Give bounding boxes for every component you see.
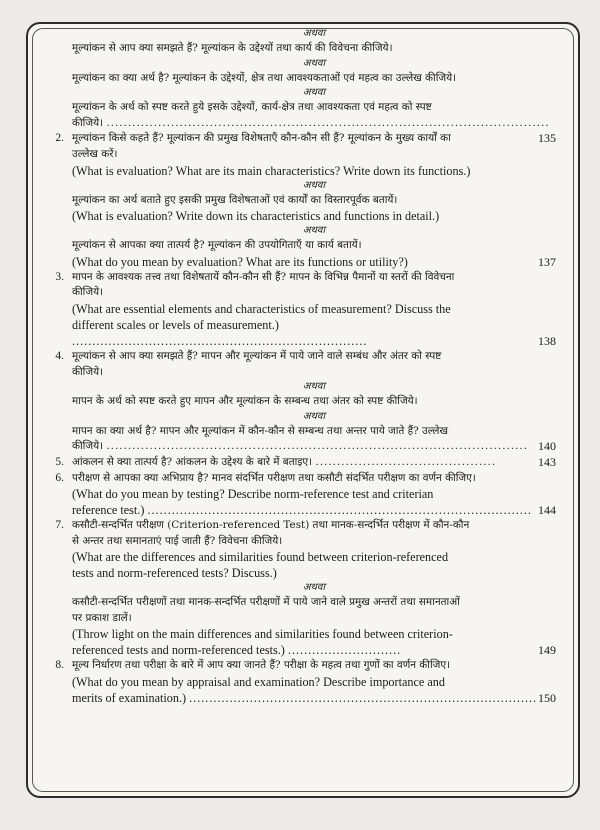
alt-question: कसौटी-सन्दर्भित परीक्षणों तथा मानक-सन्दर्भित परीक्षणों में पाये जाने वाले प्रमुख अन्तरों तथा समानताओं <box>72 596 460 609</box>
question-3 <box>44 270 556 349</box>
question-english-text: merits of examination.) <box>72 691 187 706</box>
page-number: 137 <box>538 254 556 269</box>
page-number: 150 <box>538 691 556 706</box>
question-english: (What is evaluation? What are its main characteristics? Write down its functions.) <box>72 163 471 178</box>
page-number: 144 <box>538 503 556 518</box>
question-hindi: कसौटी-सन्दर्भित परीक्षण (Criterion-referenced Test) तथा मानक-सन्दर्भित परीक्षण में कौन-कौन <box>72 519 470 532</box>
alt-question: मापन का क्या अर्थ है? मापन और मूल्यांकन में कौन-कौन से सम्बन्ध तथा अन्तर पाये जाते हैं? उल्लेख <box>72 424 448 437</box>
question-hindi <box>72 455 556 471</box>
question-hindi: मूल्य निर्धारण तथा परीक्षा के बारे में आप क्या जानते हैं? परीक्षा के महत्व तथा गुणों का वर्णन कीजिए। <box>72 659 451 672</box>
question-7 <box>44 518 556 581</box>
question-hindi-text: आंकलन से क्या तात्पर्य है? आंकलन के उद्देश्य के बारे में बताइए। <box>72 455 313 468</box>
question-hindi: मापन के आवश्यक तत्त्व तथा विशेषतायें कौन-कौन सी हैं? मापन के विभिन्न पैमानों या स्तरों की विवेचना <box>72 270 455 283</box>
question-english: (What do you mean by testing? Describe norm-reference test and criterian <box>72 487 434 502</box>
or-separator: अथवा <box>302 179 326 191</box>
leader-dots: ............................ <box>287 643 402 658</box>
alt-question <box>72 439 556 455</box>
question-5 <box>44 455 556 471</box>
alt-question: मूल्यांकन से आपका क्या तात्पर्य है? मूल्यांकन की उपयोगिताएँ या कार्य बतायें। <box>72 239 362 252</box>
question-hindi: कीजिये। <box>72 365 104 378</box>
question-hindi: मूल्यांकन किसे कहते हैं? मूल्यांकन की प्रमुख विशेषताएँ कौन-कौन सी हैं? मूल्यांकन के मुख्य कार्यों का <box>72 132 451 145</box>
question-number: 4. <box>55 349 64 362</box>
question-6 <box>44 471 556 519</box>
or-separator: अथवा <box>302 582 326 594</box>
alt-question: मूल्यांकन से आप क्या समझते हैं? मूल्यांकन के उद्देश्यों तथा कार्य की विवेचना कीजिये। <box>72 42 393 54</box>
alt-question: मूल्यांकन के अर्थ को स्पष्ट करते हुये इसके उद्देश्यों, कार्य-क्षेत्र तथा आवश्यकता एवं महत्व को स्पष्ट <box>72 101 432 114</box>
page-number: 135 <box>538 131 556 146</box>
alt-question: पर प्रकाश डालें। <box>72 611 132 624</box>
page-number: 143 <box>538 454 556 469</box>
alt-question-tail: कीजिये। <box>72 116 104 129</box>
alt-question-english <box>72 254 556 270</box>
page-number: 138 <box>538 333 556 348</box>
page-number: 149 <box>538 643 556 658</box>
leader-dots: ......................................................................... <box>72 333 368 348</box>
or-separator: अथवा <box>302 381 326 393</box>
or-separator: अथवा <box>302 28 326 39</box>
alt-question-english-text: referenced tests and norm-referenced tests.) <box>72 643 285 658</box>
alt-question: मूल्यांकन का अर्थ बताते हुए इसकी प्रमुख विशेषताओं एवं कार्यों का विस्तारपूर्वक बतायें। <box>72 193 398 206</box>
question-english-text: reference test.) <box>72 503 145 518</box>
question-hindi: उल्लेख करें। <box>72 147 118 160</box>
contents-list <box>55 27 556 706</box>
question-english: (What are essential elements and characteristics of measurement? Discuss the <box>72 301 451 316</box>
question-english: tests and norm-referenced tests? Discuss.) <box>72 566 277 581</box>
question-number: 2. <box>55 132 64 145</box>
question-hindi: परीक्षण से आपका क्या अभिप्राय है? मानव संदर्भित परीक्षण तथा कसौटी संदर्भित परीक्षण का वर्णन कीजिए। <box>72 471 476 484</box>
question-english: (What are the differences and similarities found between criterion-referenced <box>72 550 449 565</box>
question-number: 7. <box>55 519 64 532</box>
question-number: 8. <box>55 659 64 672</box>
question-english <box>72 690 556 706</box>
leader-dots: ...................................................................................... <box>189 691 538 706</box>
page-number: 140 <box>538 439 556 454</box>
question-2 <box>44 131 556 178</box>
alt-question-english: (Throw light on the main differences and similarities found between criterion- <box>72 627 453 642</box>
alt-question: मूल्यांकन का क्या अर्थ है? मूल्यांकन के उद्देश्यों, क्षेत्र तथा आवश्यकताओं एवं महत्व का उल्लेख कीजिये। <box>72 71 457 84</box>
or-separator: अथवा <box>302 87 326 99</box>
question-number: 6. <box>55 471 64 484</box>
leader-dots: ....................................................................................................... <box>106 116 550 129</box>
question-hindi: से अन्तर तथा समानताएं पाई जाती हैं? विवेचना कीजिये। <box>72 534 283 547</box>
alt-question-english: (What is evaluation? Write down its characteristics and functions in detail.) <box>72 209 440 224</box>
leader-dots: ............................................................................................... <box>147 503 532 518</box>
question-english <box>72 502 556 518</box>
question-number: 5. <box>55 455 64 468</box>
leader-dots: .................................................................................................. <box>106 440 529 453</box>
alt-question: मापन के अर्थ को स्पष्ट करते हुए मापन और मूल्यांकन के सम्बन्ध तथा अंतर को स्पष्ट कीजिये। <box>72 395 418 408</box>
question-number: 3. <box>55 270 64 283</box>
alt-question-english-text: (What do you mean by evaluation? What are its functions or utility?) <box>72 254 408 269</box>
alt-question-tail: कीजिये। <box>72 440 104 453</box>
question-english <box>72 317 556 349</box>
question-8 <box>44 658 556 706</box>
or-separator: अथवा <box>302 57 326 69</box>
question-4 <box>44 349 556 380</box>
question-english: (What do you mean by appraisal and examination? Describe importance and <box>72 675 445 690</box>
question-hindi: कीजिये। <box>72 286 104 299</box>
question-hindi: मूल्यांकन से आप क्या समझते हैं? मापन और मूल्यांकन में पाये जाने वाले सम्बंध और अंतर को स्पष्ट <box>72 349 442 362</box>
alt-question-english <box>72 642 556 658</box>
or-separator: अथवा <box>302 225 326 237</box>
or-separator: अथवा <box>302 410 326 422</box>
question-english-text: different scales or levels of measurement.) <box>72 317 279 332</box>
leader-dots: .......................................... <box>315 455 497 468</box>
